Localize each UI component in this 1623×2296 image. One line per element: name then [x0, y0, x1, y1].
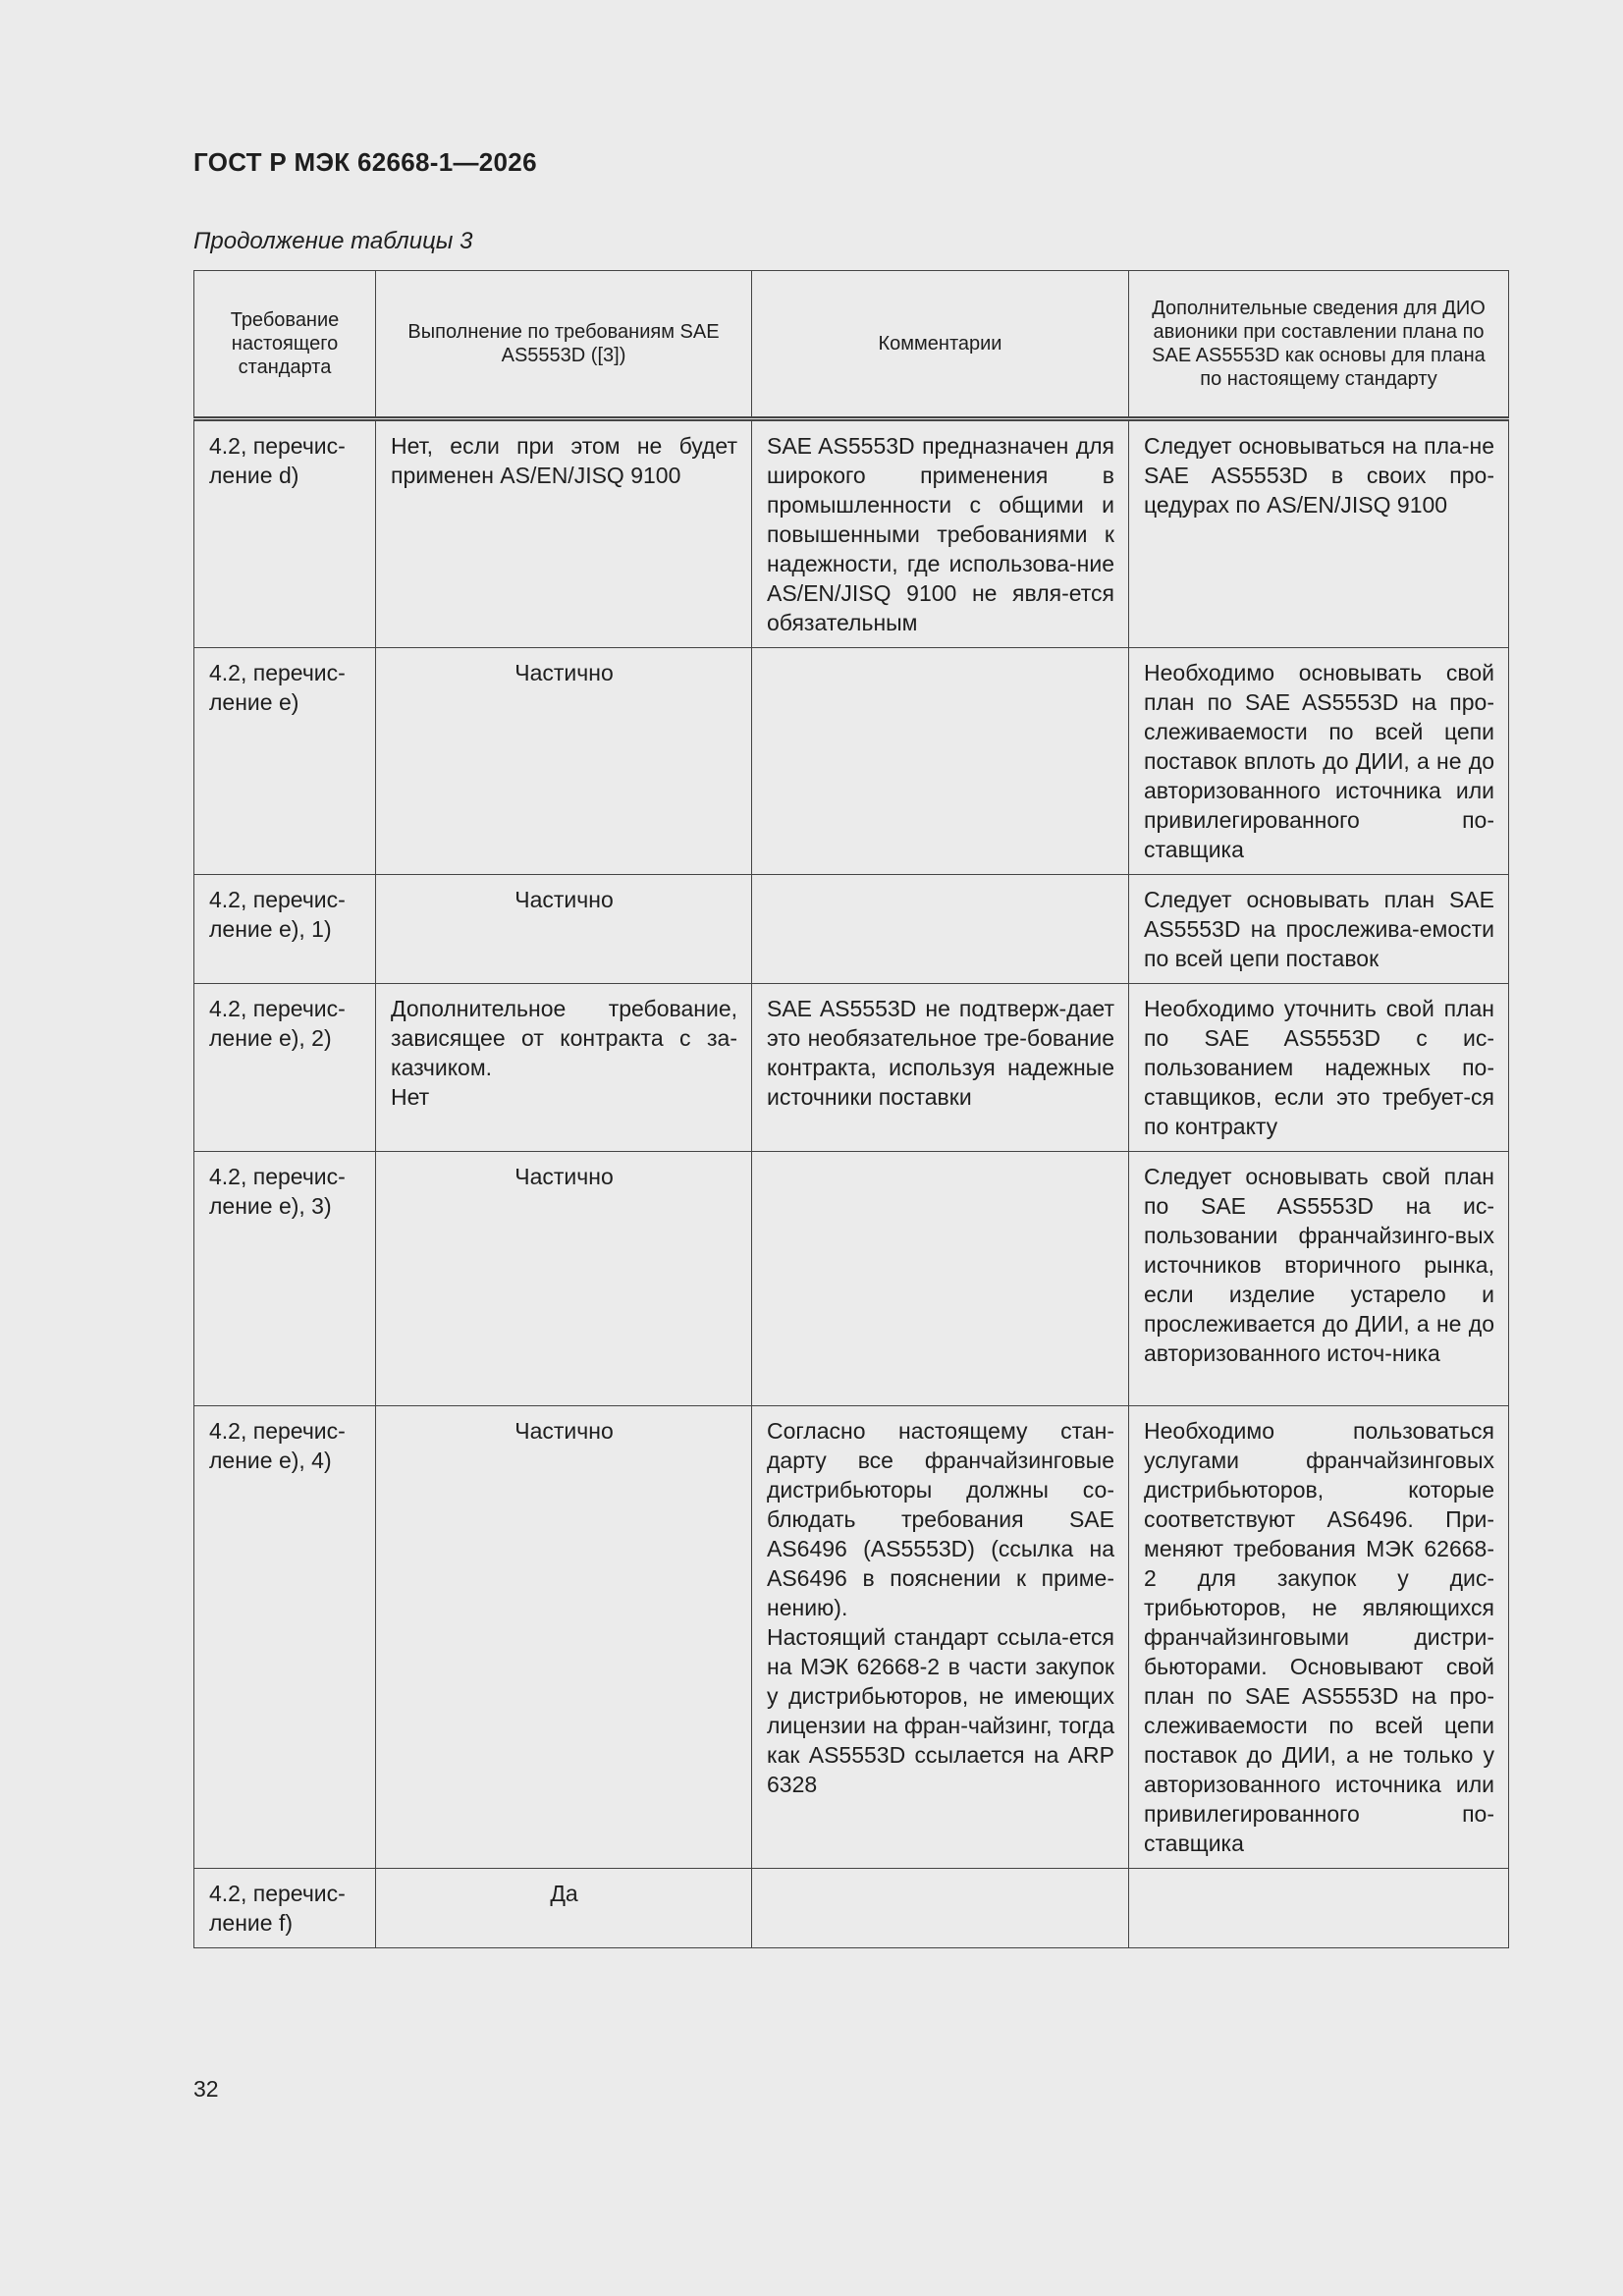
comment-cell	[752, 1869, 1129, 1948]
additional-cell	[1129, 1869, 1509, 1948]
requirement-cell: 4.2, перечис-ление e), 1)	[194, 875, 376, 984]
requirement-cell: 4.2, перечис-ление e), 3)	[194, 1152, 376, 1406]
additional-cell: Необходимо основывать свой план по SAE AS5553D на про-слеживаемости по всей цепи поставок вплоть до ДИИ, а не до авторизованного источника или привилегированного по-ставщика	[1129, 648, 1509, 875]
table-row	[194, 1406, 1509, 1869]
comment-cell	[752, 875, 1129, 984]
comment-cell: SAE AS5553D предназначен для широкого применения в промышленности с общими и повышенными требованиями к надежности, где использова-ние AS/EN/JISQ 9100 не явля-ется обязательным	[752, 419, 1129, 648]
compliance-text: Дополнительное требование, зависящее от контракта с за-казчиком.	[391, 996, 737, 1080]
compliance-cell: Частично	[376, 1152, 752, 1406]
comment-cell	[752, 1152, 1129, 1406]
table-row	[194, 1152, 1509, 1406]
comment-cell	[752, 1406, 1129, 1869]
column-header-requirement: Требование настоящего стандарта	[194, 271, 376, 419]
compliance-cell: Да	[376, 1869, 752, 1948]
comment-cell: SAE AS5553D не подтверж-дает это необязательное тре-бование контракта, используя надежные источники поставки	[752, 984, 1129, 1152]
compliance-cell: Нет, если при этом не будет применен AS/EN/JISQ 9100	[376, 419, 752, 648]
column-header-compliance: Выполнение по требованиям SAE AS5553D ([3])	[376, 271, 752, 419]
compliance-cell	[376, 984, 752, 1152]
column-header-comment: Комментарии	[752, 271, 1129, 419]
comment-cell	[752, 648, 1129, 875]
compliance-cell: Частично	[376, 648, 752, 875]
comment-paragraph-2: Настоящий стандарт ссыла-ется на МЭК 62668-2 в части закупок у дистрибьюторов, не имеющих лицензии на фран-чайзинг, тогда как AS5553D ссылается на ARP 6328	[767, 1624, 1114, 1797]
additional-cell: Следует основываться на пла-не SAE AS5553D в своих про-цедурах по AS/EN/JISQ 9100	[1129, 419, 1509, 648]
column-header-additional: Дополнительные сведения для ДИО авионики при составлении плана по SAE AS5553D как основы для плана по настоящему стандарту	[1129, 271, 1509, 419]
table-row	[194, 875, 1509, 984]
compliance-cell: Частично	[376, 875, 752, 984]
additional-cell: Необходимо уточнить свой план по SAE AS5553D с ис-пользованием надежных по-ставщиков, если это требует-ся по контракту	[1129, 984, 1509, 1152]
additional-cell: Следует основывать план SAE AS5553D на прослежива-емости по всей цепи поставок	[1129, 875, 1509, 984]
additional-cell: Следует основывать свой план по SAE AS5553D на ис-пользовании франчайзинго-вых источников вторичного рынка, если изделие устарело и прослеживается до ДИИ, а не до авторизованного источ-ника	[1129, 1152, 1509, 1406]
requirement-cell: 4.2, перечис-ление e)	[194, 648, 376, 875]
table-row	[194, 984, 1509, 1152]
document-title: ГОСТ Р МЭК 62668-1—2026	[193, 147, 537, 177]
requirement-cell: 4.2, перечис-ление e), 2)	[194, 984, 376, 1152]
page-number: 32	[193, 2076, 219, 2102]
comment-paragraph-1: Согласно настоящему стан-дарту все франчайзинговые дистрибьюторы должны со-блюдать требования SAE AS6496 (AS5553D) (ссылка на AS6496 в пояснении к приме-нению).	[767, 1418, 1114, 1620]
table-row	[194, 1869, 1509, 1948]
requirement-cell: 4.2, перечис-ление d)	[194, 419, 376, 648]
requirements-table	[193, 270, 1509, 1948]
table-row	[194, 419, 1509, 648]
table-header-row	[194, 271, 1509, 419]
table-caption: Продолжение таблицы 3	[193, 228, 473, 254]
requirement-cell: 4.2, перечис-ление f)	[194, 1869, 376, 1948]
compliance-verdict: Нет	[391, 1084, 430, 1110]
compliance-cell: Частично	[376, 1406, 752, 1869]
additional-cell: Необходимо пользоваться услугами франчайзинговых дистрибьюторов, которые соответствуют AS6496. При-меняют требования МЭК 62668-2 для закупок у дис-трибьюторов, не являющихся франчайзинговыми дистри-бьюторами. Основывают свой план по SAE AS5553D на про-слеживаемости по всей цепи поставок до ДИИ, а не только у авторизованного источника или привилегированного по-ставщика	[1129, 1406, 1509, 1869]
table-row	[194, 648, 1509, 875]
requirement-cell: 4.2, перечис-ление e), 4)	[194, 1406, 376, 1869]
